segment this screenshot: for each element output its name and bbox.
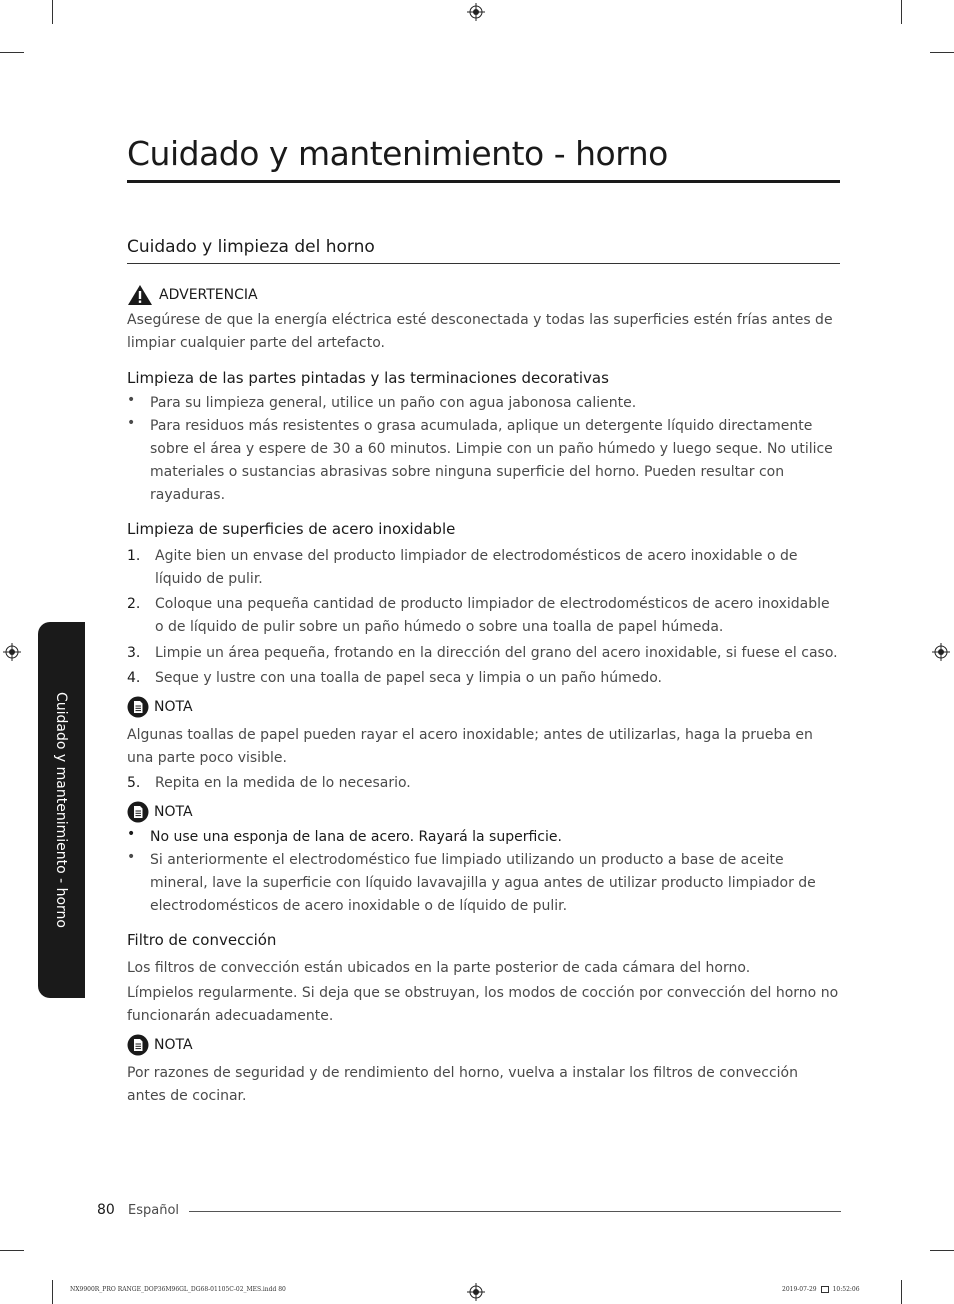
note-heading xyxy=(127,1034,193,1056)
note-document-icon xyxy=(127,1034,149,1056)
step-number: 4. xyxy=(127,670,141,686)
list-item-text: No use una esponja de lana de acero. Rayará la superficie. xyxy=(150,829,562,845)
step-number: 2. xyxy=(127,596,141,612)
slug-time: 10:52:06 xyxy=(832,1286,860,1293)
list-item xyxy=(127,826,839,849)
crop-mark xyxy=(901,0,902,24)
stainless-heading: Limpieza de superficies de acero inoxidable xyxy=(127,520,456,538)
step-item xyxy=(127,593,839,639)
crop-mark xyxy=(901,1280,902,1304)
step-item xyxy=(127,772,839,795)
page-number: 80 xyxy=(97,1202,115,1218)
section-title: Cuidado y limpieza del horno xyxy=(127,237,375,257)
step-text: Agite bien un envase del producto limpiador de electrodomésticos de acero inoxidable o de líquido de pulir. xyxy=(155,548,798,587)
note-label: NOTA xyxy=(154,699,193,715)
warning-text: Asegúrese de que la energía eléctrica esté desconectada y todas las superficies estén frías antes de limpiar cualquier parte del artefacto. xyxy=(127,312,833,351)
convection-text: Límpielos regularmente. Si deja que se obstruyan, los modos de cocción por convección del horno no funcionarán adecuadamente. xyxy=(127,985,839,1024)
crop-mark xyxy=(52,1280,53,1304)
crop-mark xyxy=(0,52,24,53)
step-text: Coloque una pequeña cantidad de producto limpiador de electrodomésticos de acero inoxidable o de líquido de pulir sobre un paño húmedo o sobre una toalla de papel húmeda. xyxy=(155,596,830,635)
list-item xyxy=(127,849,839,918)
note-label: NOTA xyxy=(154,804,193,820)
step-item xyxy=(127,667,839,690)
bullet-icon: • xyxy=(127,849,136,865)
note-document-icon xyxy=(127,696,149,718)
list-item-text: Si anteriormente el electrodoméstico fue limpiado utilizando un producto a base de aceite mineral, lave la superficie con líquido lavavajilla y agua antes de utilizar producto limpiador de electrodomésticos de acero inoxidable o de líquido de pulir. xyxy=(150,852,816,914)
list-item-text: Para residuos más resistentes o grasa acumulada, aplique un detergente líquido directamente sobre el área y espere de 30 a 60 minutos. Limpie con un paño húmedo y luego seque. No utilice materiales o sustancias abrasivas sobre ninguna superficie del horno. Pueden resultar con rayaduras. xyxy=(150,418,833,503)
registration-mark-icon xyxy=(3,643,21,661)
footer-language: Español xyxy=(128,1203,180,1218)
crop-mark xyxy=(930,1250,954,1251)
slug-datetime xyxy=(782,1286,860,1293)
note-heading xyxy=(127,801,193,823)
bullet-icon: • xyxy=(127,415,136,431)
convection-text: Los filtros de convección están ubicados en la parte posterior de cada cámara del horno. xyxy=(127,960,751,976)
warning-label: ADVERTENCIA xyxy=(159,287,258,303)
step-number: 3. xyxy=(127,645,141,661)
note-text: Por razones de seguridad y de rendimiento del horno, vuelva a instalar los filtros de convección antes de cocinar. xyxy=(127,1065,798,1104)
page-title: Cuidado y mantenimiento - horno xyxy=(127,134,668,173)
step-item xyxy=(127,545,839,591)
list-item-text: Para su limpieza general, utilice un paño con agua jabonosa caliente. xyxy=(150,395,637,411)
section-rule xyxy=(127,263,840,264)
registration-mark-icon xyxy=(467,1283,485,1301)
warning-triangle-icon xyxy=(127,284,153,306)
bullet-icon: • xyxy=(127,826,136,842)
footer-rule xyxy=(189,1211,841,1212)
step-number: 1. xyxy=(127,548,141,564)
warning-heading xyxy=(127,284,258,306)
painted-heading: Limpieza de las partes pintadas y las terminaciones decorativas xyxy=(127,369,609,387)
title-rule xyxy=(127,180,840,183)
convection-heading: Filtro de convección xyxy=(127,931,277,949)
clock-icon xyxy=(821,1286,829,1293)
bullet-icon: • xyxy=(127,392,136,408)
note-text: Algunas toallas de papel pueden rayar el acero inoxidable; antes de utilizarlas, haga la prueba en una parte poco visible. xyxy=(127,727,813,766)
list-item xyxy=(127,392,839,415)
step-item xyxy=(127,642,839,665)
slug-date: 2019-07-29 xyxy=(782,1286,817,1293)
crop-mark xyxy=(52,0,53,24)
registration-mark-icon xyxy=(467,3,485,21)
step-text: Limpie un área pequeña, frotando en la dirección del grano del acero inoxidable, si fuese el caso. xyxy=(155,645,838,661)
note-heading xyxy=(127,696,193,718)
side-tab-label: Cuidado y mantenimiento - horno xyxy=(53,691,69,929)
step-text: Seque y lustre con una toalla de papel seca y limpia o un paño húmedo. xyxy=(155,670,662,686)
note-document-icon xyxy=(127,801,149,823)
registration-mark-icon xyxy=(932,643,950,661)
slug-filename: NX9900R_PRO RANGE_DOP36M96GL_DG68-01105C-02_MES.indd 80 xyxy=(70,1286,286,1293)
note-label: NOTA xyxy=(154,1037,193,1053)
list-item xyxy=(127,415,839,507)
crop-mark xyxy=(0,1250,24,1251)
step-number: 5. xyxy=(127,775,141,791)
crop-mark xyxy=(930,52,954,53)
step-text: Repita en la medida de lo necesario. xyxy=(155,775,411,791)
